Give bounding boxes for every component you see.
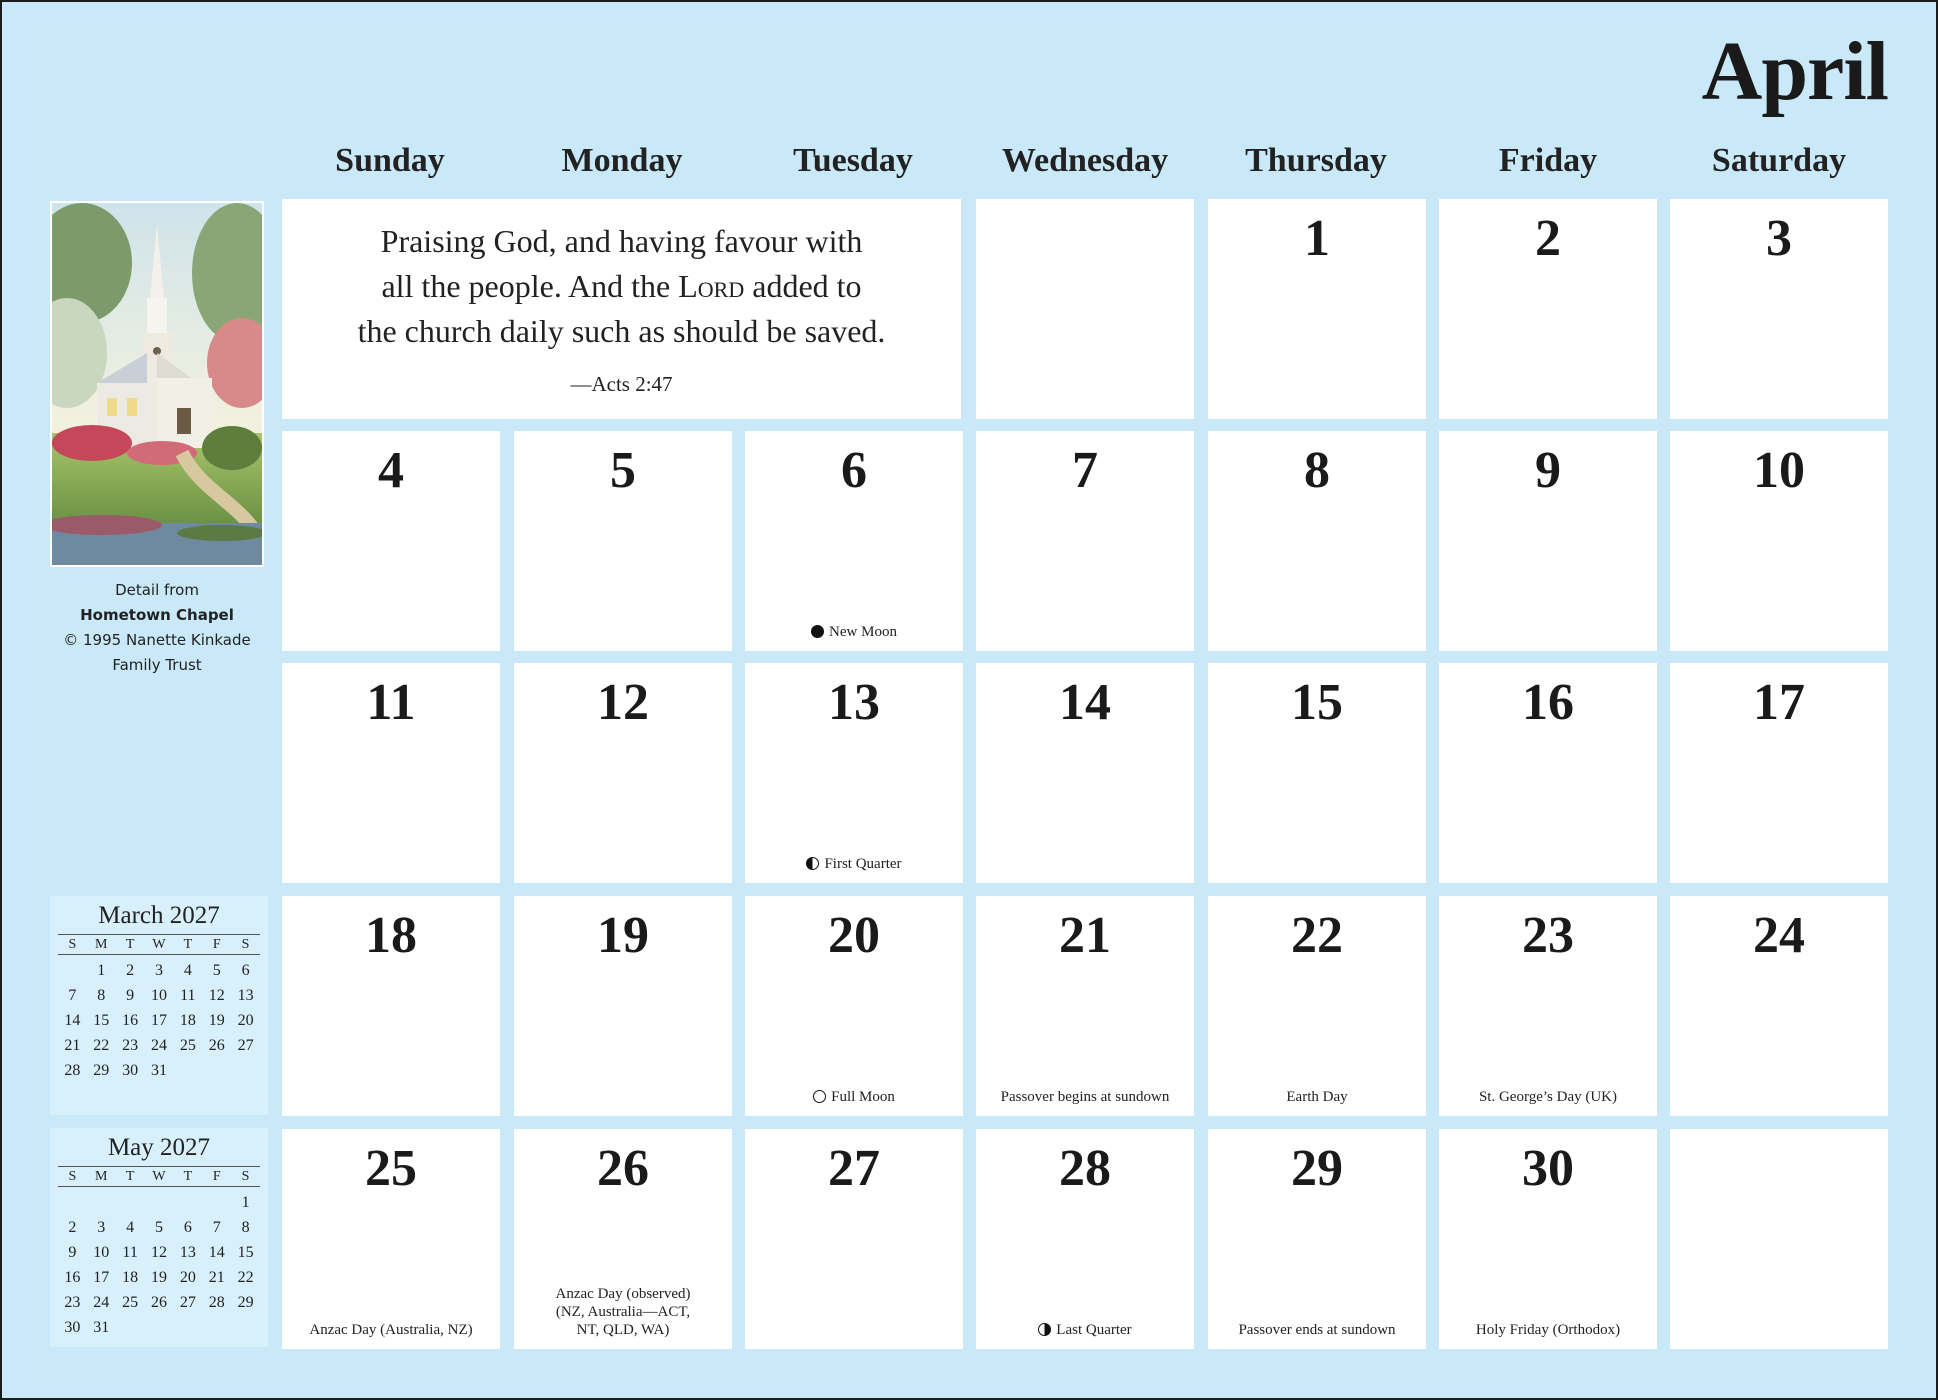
mini-day: 15 bbox=[237, 1244, 254, 1261]
day-cell-24[interactable] bbox=[1670, 896, 1888, 1116]
holiday-note bbox=[520, 1285, 726, 1339]
mini-day: 3 bbox=[154, 962, 163, 979]
mini-calendar-days bbox=[58, 1190, 260, 1340]
mini-day: 28 bbox=[208, 1294, 225, 1311]
mini-day: 20 bbox=[179, 1269, 196, 1286]
mini-day: 28 bbox=[64, 1062, 81, 1079]
mini-day: 23 bbox=[122, 1037, 139, 1054]
day-number: 11 bbox=[366, 674, 416, 731]
day-number: 15 bbox=[1291, 674, 1343, 731]
day-cell-27[interactable] bbox=[745, 1129, 963, 1349]
mini-day: 31 bbox=[150, 1062, 167, 1079]
mini-day: 10 bbox=[150, 987, 167, 1004]
mini-day: 24 bbox=[93, 1294, 110, 1311]
weekday-monday: Monday bbox=[561, 142, 683, 179]
day-number: 4 bbox=[378, 442, 404, 499]
mini-day: 16 bbox=[64, 1269, 81, 1286]
mini-calendar-weekday-row bbox=[58, 1166, 260, 1187]
mini-day: 21 bbox=[208, 1269, 225, 1286]
mini-day bbox=[173, 1315, 202, 1340]
mini-weekday: S bbox=[68, 937, 77, 952]
caption-line-4: Family Trust bbox=[112, 656, 202, 674]
holiday-note bbox=[1445, 1088, 1651, 1106]
mini-day: 13 bbox=[179, 1244, 196, 1261]
mini-day: 25 bbox=[179, 1037, 196, 1054]
day-number: 21 bbox=[1059, 907, 1111, 964]
note-text: New Moon bbox=[829, 624, 897, 640]
mini-weekday: W bbox=[152, 937, 166, 952]
mini-weekday: S bbox=[68, 1169, 77, 1184]
mini-day: 11 bbox=[180, 987, 196, 1004]
caption-line-1: Detail from bbox=[115, 581, 199, 599]
note-text: St. George’s Day (UK) bbox=[1478, 1089, 1618, 1105]
day-number: 22 bbox=[1291, 907, 1343, 964]
day-cell-16[interactable] bbox=[1439, 663, 1657, 883]
mini-day: 23 bbox=[64, 1294, 81, 1311]
mini-day: 19 bbox=[208, 1012, 225, 1029]
day-number: 19 bbox=[597, 907, 649, 964]
mini-weekday: W bbox=[152, 1169, 166, 1184]
day-cell-15[interactable] bbox=[1208, 663, 1426, 883]
day-cell-19[interactable] bbox=[514, 896, 732, 1116]
day-number: 18 bbox=[365, 907, 417, 964]
mini-day: 18 bbox=[122, 1269, 139, 1286]
day-number: 17 bbox=[1753, 674, 1805, 731]
day-number: 20 bbox=[828, 907, 880, 964]
day-cell-11[interactable] bbox=[282, 663, 500, 883]
mini-weekday: F bbox=[212, 937, 221, 952]
day-number: 13 bbox=[828, 674, 880, 731]
mini-day bbox=[202, 1058, 231, 1083]
day-cell-1[interactable] bbox=[1208, 199, 1426, 419]
day-number: 10 bbox=[1753, 442, 1805, 499]
weekday-friday: Friday bbox=[1498, 142, 1598, 179]
mini-day bbox=[58, 958, 87, 983]
mini-day: 20 bbox=[237, 1012, 254, 1029]
chapel-painting bbox=[50, 201, 264, 567]
holiday-note bbox=[1214, 1088, 1420, 1106]
note-text: Passover ends at sundown bbox=[1238, 1322, 1396, 1338]
weekday-header-row bbox=[281, 142, 1889, 192]
mini-weekday: F bbox=[212, 1169, 221, 1184]
mini-day bbox=[116, 1315, 145, 1340]
mini-day: 6 bbox=[241, 962, 250, 979]
day-number: 5 bbox=[610, 442, 636, 499]
mini-day: 13 bbox=[237, 987, 254, 1004]
day-cell-17[interactable] bbox=[1670, 663, 1888, 883]
scripture-quote bbox=[282, 199, 961, 419]
day-cell-22[interactable] bbox=[1208, 896, 1426, 1116]
caption-copyright: © 1995 Nanette Kinkade bbox=[63, 631, 251, 649]
mini-day: 14 bbox=[64, 1012, 81, 1029]
mini-day bbox=[231, 1315, 260, 1340]
day-cell-29[interactable] bbox=[1208, 1129, 1426, 1349]
mini-day: 26 bbox=[208, 1037, 225, 1054]
last-moon-icon bbox=[1038, 1323, 1051, 1336]
quote-reference: —Acts 2:47 bbox=[570, 372, 673, 396]
day-cell-21[interactable] bbox=[976, 896, 1194, 1116]
mini-day: 6 bbox=[183, 1219, 192, 1236]
note-text: Earth Day bbox=[1286, 1089, 1348, 1105]
mini-day: 22 bbox=[237, 1269, 254, 1286]
day-cell-8[interactable] bbox=[1208, 431, 1426, 651]
mini-day: 4 bbox=[183, 962, 192, 979]
day-cell-10[interactable] bbox=[1670, 431, 1888, 651]
quote-line-2a: all the people. And the bbox=[381, 268, 679, 304]
note-text: Anzac Day (Australia, NZ) bbox=[309, 1322, 473, 1338]
mini-weekday: M bbox=[95, 937, 108, 952]
artwork-caption bbox=[40, 578, 274, 678]
mini-day: 3 bbox=[97, 1219, 106, 1236]
mini-day: 26 bbox=[150, 1294, 167, 1311]
day-cell-3[interactable] bbox=[1670, 199, 1888, 419]
day-number: 28 bbox=[1059, 1140, 1111, 1197]
note-text: First Quarter bbox=[824, 856, 902, 872]
mini-day: 1 bbox=[241, 1194, 250, 1211]
mini-day bbox=[231, 1058, 260, 1083]
day-number: 7 bbox=[1072, 442, 1098, 499]
mini-day: 9 bbox=[126, 987, 135, 1004]
mini-day: 8 bbox=[241, 1219, 250, 1236]
mini-day: 8 bbox=[97, 987, 106, 1004]
weekday-thursday: Thursday bbox=[1245, 142, 1387, 179]
mini-day: 11 bbox=[122, 1244, 138, 1261]
empty-day-cell[interactable] bbox=[976, 199, 1194, 419]
day-cell-7[interactable] bbox=[976, 431, 1194, 651]
mini-weekday: T bbox=[183, 937, 193, 952]
day-number: 8 bbox=[1304, 442, 1330, 499]
mini-calendar-days bbox=[58, 958, 260, 1083]
first-moon-icon bbox=[806, 857, 819, 870]
holiday-note bbox=[982, 1088, 1188, 1106]
day-number: 2 bbox=[1535, 210, 1561, 267]
quote-line-1: Praising God, and having favour with bbox=[380, 223, 863, 259]
mini-day bbox=[202, 1315, 231, 1340]
mini-day bbox=[58, 1190, 87, 1215]
mini-day: 17 bbox=[150, 1012, 167, 1029]
day-number: 30 bbox=[1522, 1140, 1574, 1197]
mini-weekday: S bbox=[241, 1169, 250, 1184]
mini-day: 12 bbox=[150, 1244, 167, 1261]
empty-day-cell[interactable] bbox=[1670, 1129, 1888, 1349]
moon-phase-note bbox=[751, 623, 957, 641]
day-cell-5[interactable] bbox=[514, 431, 732, 651]
day-cell-18[interactable] bbox=[282, 896, 500, 1116]
mini-day: 12 bbox=[208, 987, 225, 1004]
mini-weekday: T bbox=[125, 1169, 135, 1184]
mini-calendar-march bbox=[50, 896, 268, 1115]
mini-day: 24 bbox=[150, 1037, 167, 1054]
mini-day bbox=[173, 1190, 202, 1215]
day-number: 29 bbox=[1291, 1140, 1343, 1197]
mini-day: 21 bbox=[64, 1037, 81, 1054]
quote-text bbox=[322, 219, 921, 354]
day-cell-14[interactable] bbox=[976, 663, 1194, 883]
mini-day: 29 bbox=[93, 1062, 110, 1079]
mini-day: 10 bbox=[93, 1244, 110, 1261]
day-number: 14 bbox=[1059, 674, 1111, 731]
day-cell-30[interactable] bbox=[1439, 1129, 1657, 1349]
mini-day: 5 bbox=[154, 1219, 163, 1236]
day-cell-25[interactable] bbox=[282, 1129, 500, 1349]
mini-day: 15 bbox=[93, 1012, 110, 1029]
mini-day: 18 bbox=[179, 1012, 196, 1029]
mini-day: 14 bbox=[208, 1244, 225, 1261]
day-cell-28[interactable] bbox=[976, 1129, 1194, 1349]
mini-day bbox=[87, 1190, 116, 1215]
day-cell-23[interactable] bbox=[1439, 896, 1657, 1116]
day-number: 25 bbox=[365, 1140, 417, 1197]
holiday-note bbox=[1445, 1321, 1651, 1339]
holiday-note bbox=[1214, 1321, 1420, 1339]
mini-day bbox=[173, 1058, 202, 1083]
quote-lord: Lord bbox=[678, 268, 745, 304]
mini-day: 31 bbox=[93, 1319, 110, 1336]
mini-day bbox=[202, 1190, 231, 1215]
day-cell-20[interactable] bbox=[745, 896, 963, 1116]
month-title: April bbox=[1701, 25, 1888, 118]
mini-day: 2 bbox=[68, 1219, 77, 1236]
day-number: 3 bbox=[1766, 210, 1792, 267]
day-number: 26 bbox=[597, 1140, 649, 1197]
mini-day bbox=[145, 1315, 174, 1340]
day-cell-2[interactable] bbox=[1439, 199, 1657, 419]
day-cell-12[interactable] bbox=[514, 663, 732, 883]
full-moon-icon bbox=[813, 1090, 826, 1103]
moon-phase-note bbox=[751, 855, 957, 873]
mini-day: 1 bbox=[97, 962, 106, 979]
day-cell-13[interactable] bbox=[745, 663, 963, 883]
day-cell-6[interactable] bbox=[745, 431, 963, 651]
moon-phase-note bbox=[751, 1088, 957, 1106]
day-cell-9[interactable] bbox=[1439, 431, 1657, 651]
mini-calendar-weekday-row bbox=[58, 934, 260, 955]
day-number: 6 bbox=[841, 442, 867, 499]
mini-day: 16 bbox=[122, 1012, 139, 1029]
mini-day: 27 bbox=[237, 1037, 254, 1054]
weekday-tuesday: Tuesday bbox=[793, 142, 913, 179]
mini-day: 19 bbox=[150, 1269, 167, 1286]
mini-day bbox=[116, 1190, 145, 1215]
mini-day: 22 bbox=[93, 1037, 110, 1054]
day-number: 24 bbox=[1753, 907, 1805, 964]
day-cell-26[interactable] bbox=[514, 1129, 732, 1349]
holiday-note bbox=[288, 1321, 494, 1339]
mini-day: 30 bbox=[122, 1062, 139, 1079]
day-number: 1 bbox=[1304, 210, 1330, 267]
note-text: Last Quarter bbox=[1056, 1322, 1132, 1338]
day-number: 23 bbox=[1522, 907, 1574, 964]
day-number: 27 bbox=[828, 1140, 880, 1197]
note-text: Holy Friday (Orthodox) bbox=[1475, 1322, 1621, 1338]
mini-weekday: M bbox=[95, 1169, 108, 1184]
day-cell-4[interactable] bbox=[282, 431, 500, 651]
note-text: Full Moon bbox=[831, 1089, 895, 1105]
mini-day: 29 bbox=[237, 1294, 254, 1311]
mini-weekday: T bbox=[125, 937, 135, 952]
moon-phase-note bbox=[982, 1321, 1188, 1339]
mini-day: 7 bbox=[212, 1219, 221, 1236]
mini-day: 25 bbox=[122, 1294, 139, 1311]
mini-day: 17 bbox=[93, 1269, 110, 1286]
day-number: 12 bbox=[597, 674, 649, 731]
mini-day: 2 bbox=[126, 962, 135, 979]
mini-day: 30 bbox=[64, 1319, 81, 1336]
mini-day: 27 bbox=[179, 1294, 196, 1311]
mini-day: 9 bbox=[68, 1244, 77, 1261]
caption-artwork-title: Hometown Chapel bbox=[80, 606, 234, 624]
day-number: 16 bbox=[1522, 674, 1574, 731]
day-number: 9 bbox=[1535, 442, 1561, 499]
mini-weekday: S bbox=[241, 937, 250, 952]
mini-calendar-title: March 2027 bbox=[98, 902, 220, 929]
new-moon-icon bbox=[811, 625, 824, 638]
mini-weekday: T bbox=[183, 1169, 193, 1184]
mini-day: 7 bbox=[68, 987, 77, 1004]
weekday-wednesday: Wednesday bbox=[1001, 142, 1169, 179]
mini-day: 4 bbox=[126, 1219, 135, 1236]
mini-day: 5 bbox=[212, 962, 221, 979]
mini-day bbox=[145, 1190, 174, 1215]
quote-line-2b: added to bbox=[744, 268, 862, 304]
note-text: Anzac Day (observed) (NZ, Australia—ACT, NT, QLD, WA) bbox=[555, 1286, 691, 1338]
note-text: Passover begins at sundown bbox=[1000, 1089, 1170, 1105]
quote-line-3: the church daily such as should be saved. bbox=[357, 313, 886, 349]
weekday-saturday: Saturday bbox=[1711, 142, 1847, 179]
mini-calendar-title: May 2027 bbox=[107, 1134, 211, 1161]
weekday-sunday: Sunday bbox=[335, 142, 445, 179]
mini-calendar-may bbox=[50, 1128, 268, 1347]
